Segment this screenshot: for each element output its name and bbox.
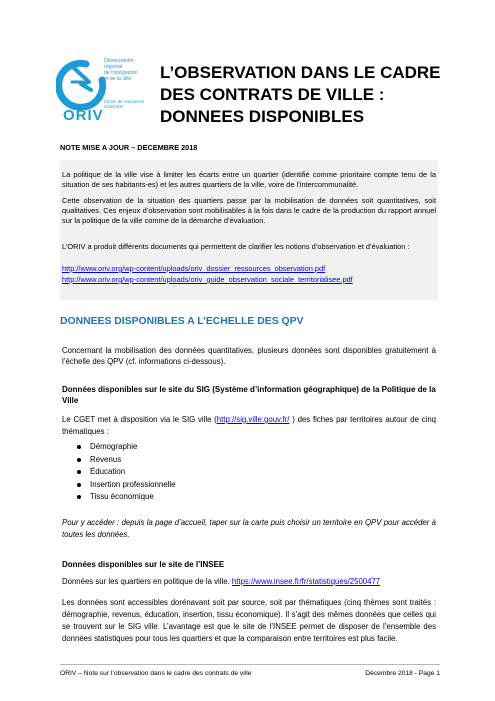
list-item: Démographie xyxy=(77,441,176,454)
themes-list xyxy=(77,441,176,504)
logo-tagline: Observatoire régional de l'intégration et de la ville xyxy=(104,58,138,82)
link-guide-observation[interactable]: http://www.oriv.org/wp-content/uploads/oriv_guide_observation_sociale_territorialisee.pdf xyxy=(62,275,353,284)
intro-paragraph-3: L’ORIV a produit différents documents qui permettent de clarifier les notions d’observation et d’évaluation : xyxy=(62,242,410,251)
update-note: NOTE MISE A JOUR – DECEMBRE 2018 xyxy=(60,143,198,152)
list-item: Éducation xyxy=(77,466,176,479)
sig-heading: Données disponibles sur le site du SIG (Système d’information géographique) de la Politique de la Ville xyxy=(62,385,436,405)
link-dossier-observation[interactable]: http://www.oriv.org/wp-content/uploads/oriv_dossier_ressources_observation.pdf xyxy=(62,264,326,273)
section-intro: Concernant la mobilisation des données quantitatives, plusieurs données sont disponibles gratuitement à l’échelle des QPV (cf. informations ci-dessous). xyxy=(62,346,436,366)
intro-paragraph-2: Cette observation de la situation des quartiers passe par la mobilisation de données soit quantitatives, soit qualitatives. Ces enjeux d’observation sont mobilisables à la fois dans le cadre de la production du rapport annuel sur la politique de la ville comme de la démarche d’évaluation. xyxy=(62,196,436,225)
insee-detail: Les données sont accessibles dorénavant soit par source, soit par thématiques (cinq thèmes sont traités : démographie, revenus, éducation, insertion, tissu économique). Il s’agit des mêmes données que celles qui se trouvent sur le SIG ville. L’avantage est que le site de l’INSEE permet de disposer de l’ensemble des données statistiques pour tous les quartiers et que la comparaison entre territoires est plus facile. xyxy=(62,598,436,643)
footer-left: ORIV – Note sur l’observation dans le cadre des contrats de ville xyxy=(60,670,252,677)
document-title: L’OBSERVATION DANS LE CADRE DES CONTRATS DE VILLE : DONNEES DISPONIBLES xyxy=(160,63,441,126)
footer-page-number: Décembre 2018 - Page 1 xyxy=(365,670,440,677)
footer-divider xyxy=(60,664,440,665)
sig-link[interactable]: http://sig.ville.gouv.fr/ xyxy=(216,415,290,424)
intro-paragraph-1: La politique de la ville vise à limiter les écarts entre un quartier (identifié comme prioritaire compte tenu de la situation de ses habitants-es) et les autres quartiers de la ville, voire de l’intercommunalité. xyxy=(62,170,436,189)
section-heading: DONNEES DISPONIBLES A L’ECHELLE DES QPV xyxy=(60,316,304,327)
insee-heading: Données disponibles sur le site de l’INSEE xyxy=(62,560,225,569)
list-item: Tissu économique xyxy=(77,491,176,504)
list-item: Revenus xyxy=(77,454,176,467)
sig-access-instructions: Pour y accéder : depuis la page d’accueil, taper sur la carte puis choisir un territoire en QPV pour accéder à toutes les données. xyxy=(62,518,436,539)
insee-link[interactable]: https://www.insee.fr/fr/statistiques/2500477 xyxy=(231,577,381,586)
logo-subtitle: Centre de ressources Grand Est xyxy=(104,99,145,109)
sig-text: Le CGET met à disposition via le SIG ville (http://sig.ville.gouv.fr/ ) des fiches par territoires autour de cinq thématiques : xyxy=(62,415,437,436)
logo-wordmark: ORIV xyxy=(63,107,104,124)
list-item: Insertion professionnelle xyxy=(77,479,176,492)
insee-text: Données sur les quartiers en politique de la ville. https://www.insee.fr/fr/statistiques/2500477 xyxy=(62,577,381,586)
